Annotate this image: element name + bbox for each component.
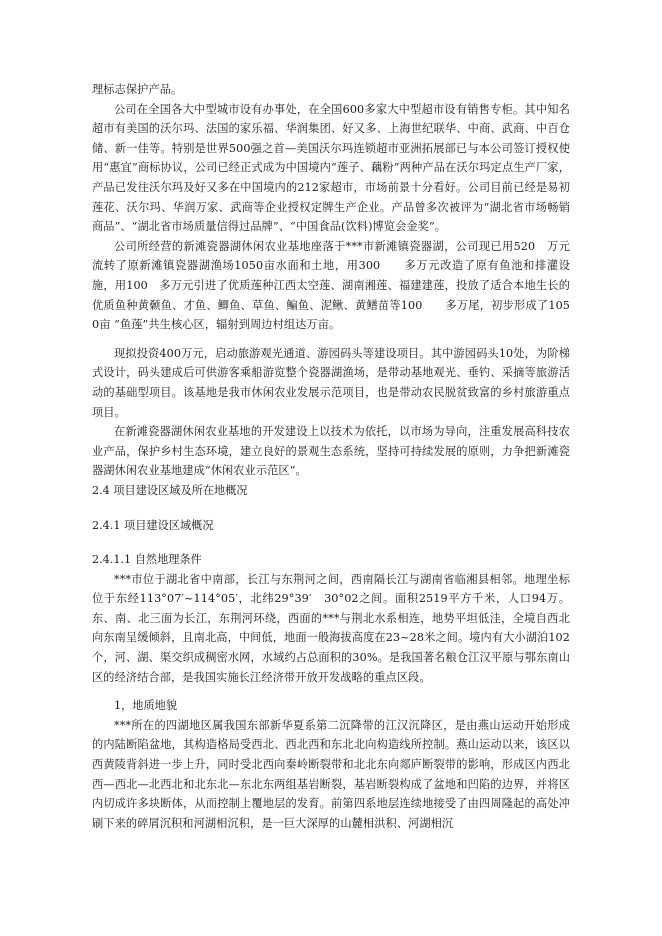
paragraph-development: 在新滩瓷器湖休闲农业基地的开发建设上以技术为依托，以市场为导向，注重发展高科技农业产品，保护乡村生态环境，建立良好的景观生态系统，坚持可持续发展的原则，力争把新滩瓷器湖休闲农业基地建成“休闲农业示范区”。 (92, 425, 570, 478)
document-page (92, 80, 570, 833)
heading-2-4-1-1: 2.4.1.1 自然地理条件 (92, 553, 202, 567)
paragraph-base-operation: 公司所经营的新滩瓷器湖休闲农业基地座落于***市新滩镇瓷器湖，公司现已用520 万元流转了原新滩镇瓷器湖渔场1050亩水面和土地，用300 多万元改造了原有鱼池和排灌设施，用100 多万元引进了优质莲种江西太空莲、湖南湘莲、福建建莲，投放了适合本地生长的优质鱼种黄颡鱼、才鱼、鲫鱼、草鱼、鳊鱼、泥鳅、黄鳝苗等100 多万尾，初步形成了1050亩 “鱼莲”共生核心区，辐射到周边村组达万亩。 (92, 239, 570, 332)
paragraph-investment: 现拟投资400万元，启动旅游观光通道、游园码头等建设项目。其中游园码头10处，为阶梯式设计，码头建成后可供游客乘船游览整个瓷器湖渔场，是带动基地观光、垂钓、采摘等旅游活动的基础型项目。该基地是我市休闲农业发展示范项目，也是带动农民脱贫致富的乡村旅游重点项目。 (92, 346, 570, 419)
heading-2-4-1: 2.4.1 项目建设区域概况 (92, 519, 214, 533)
heading-2-4: 2.4 项目建设区域及所在地概况 (92, 483, 248, 497)
heading-geology: 1，地质地貌 (114, 699, 178, 713)
paragraph-natural-geography: ***市位于湖北省中南部，长江与东荆河之间，西南隔长江与湖南省临湘县相邻。地理坐标位于东经113°07′~114°05′，北纬29°39′ 30°02之间。面积2519平方千米，人口94万。东、南、北三面为长江，东荆河环绕，西面的***与荆北水系相连，地势平坦低洼，全境自西北向东南呈缓倾斜，且南北高，中间低，地面一般海拔高度在23~28米之间。境内有大小湖泊102个，河、湖、渠交织成稠密水网，水域约占总面积的30%。是我国著名粮仓江汉平原与鄂东南山区的经济结合部，是我国实施长江经济带开放开发战略的重点区段。 (92, 572, 570, 684)
paragraph-geo-indication: 理标志保护产品。 (92, 83, 183, 96)
paragraph-geology: ***所在的四湖地区属我国东部新华夏系第二沉降带的江汉沉降区，是由燕山运动开始形成的内陆断陷盆地，其构造格局受西北、西北西和东北北向构造线所控制。燕山运动以来，该区以西黄陵背斜进一步上升，同时受北西向秦岭断裂带和北北东向郯庐断裂带的影响，形成区内西北西—西北—北西北和北东北—东北东两组基岩断裂，基岩断裂构成了盆地和凹陷的边界，并将区内切成许多块断体，从而控制上覆地层的发育。前第四系地层连续地接受了由四周隆起的高处冲刷下来的碎屑沉积和河湖相沉积，是一巨大深厚的山麓相洪积、河湖相沉 (92, 718, 570, 830)
paragraph-supermarkets: 公司在全国各大中型城市设有办事处，在全国600多家大中型超市设有销售专柜。其中知名超市有美国的沃尔玛、法国的家乐福、华润集团、好又多、上海世纪联华、中商、武商、中百仓储、新一佳等。特别是世界500强之首—美国沃尔玛连锁超市亚洲拓展部已与本公司签订授权使用“惠宜”商标协议，公司已经正式成为中国境内“莲子、藕粉”两种产品在沃尔玛定点生产厂家，产品已发往沃尔玛及好又多在中国境内的212家超市，市场前景十分看好。公司目前已经是易初莲花、沃尔玛、华润万家、武商等企业授权定牌生产企业。产品曾多次被评为“湖北省市场畅销商品”、“湖北省市场质量信得过品牌”、“中国食品(饮料)博览会金奖”。 (92, 102, 570, 234)
